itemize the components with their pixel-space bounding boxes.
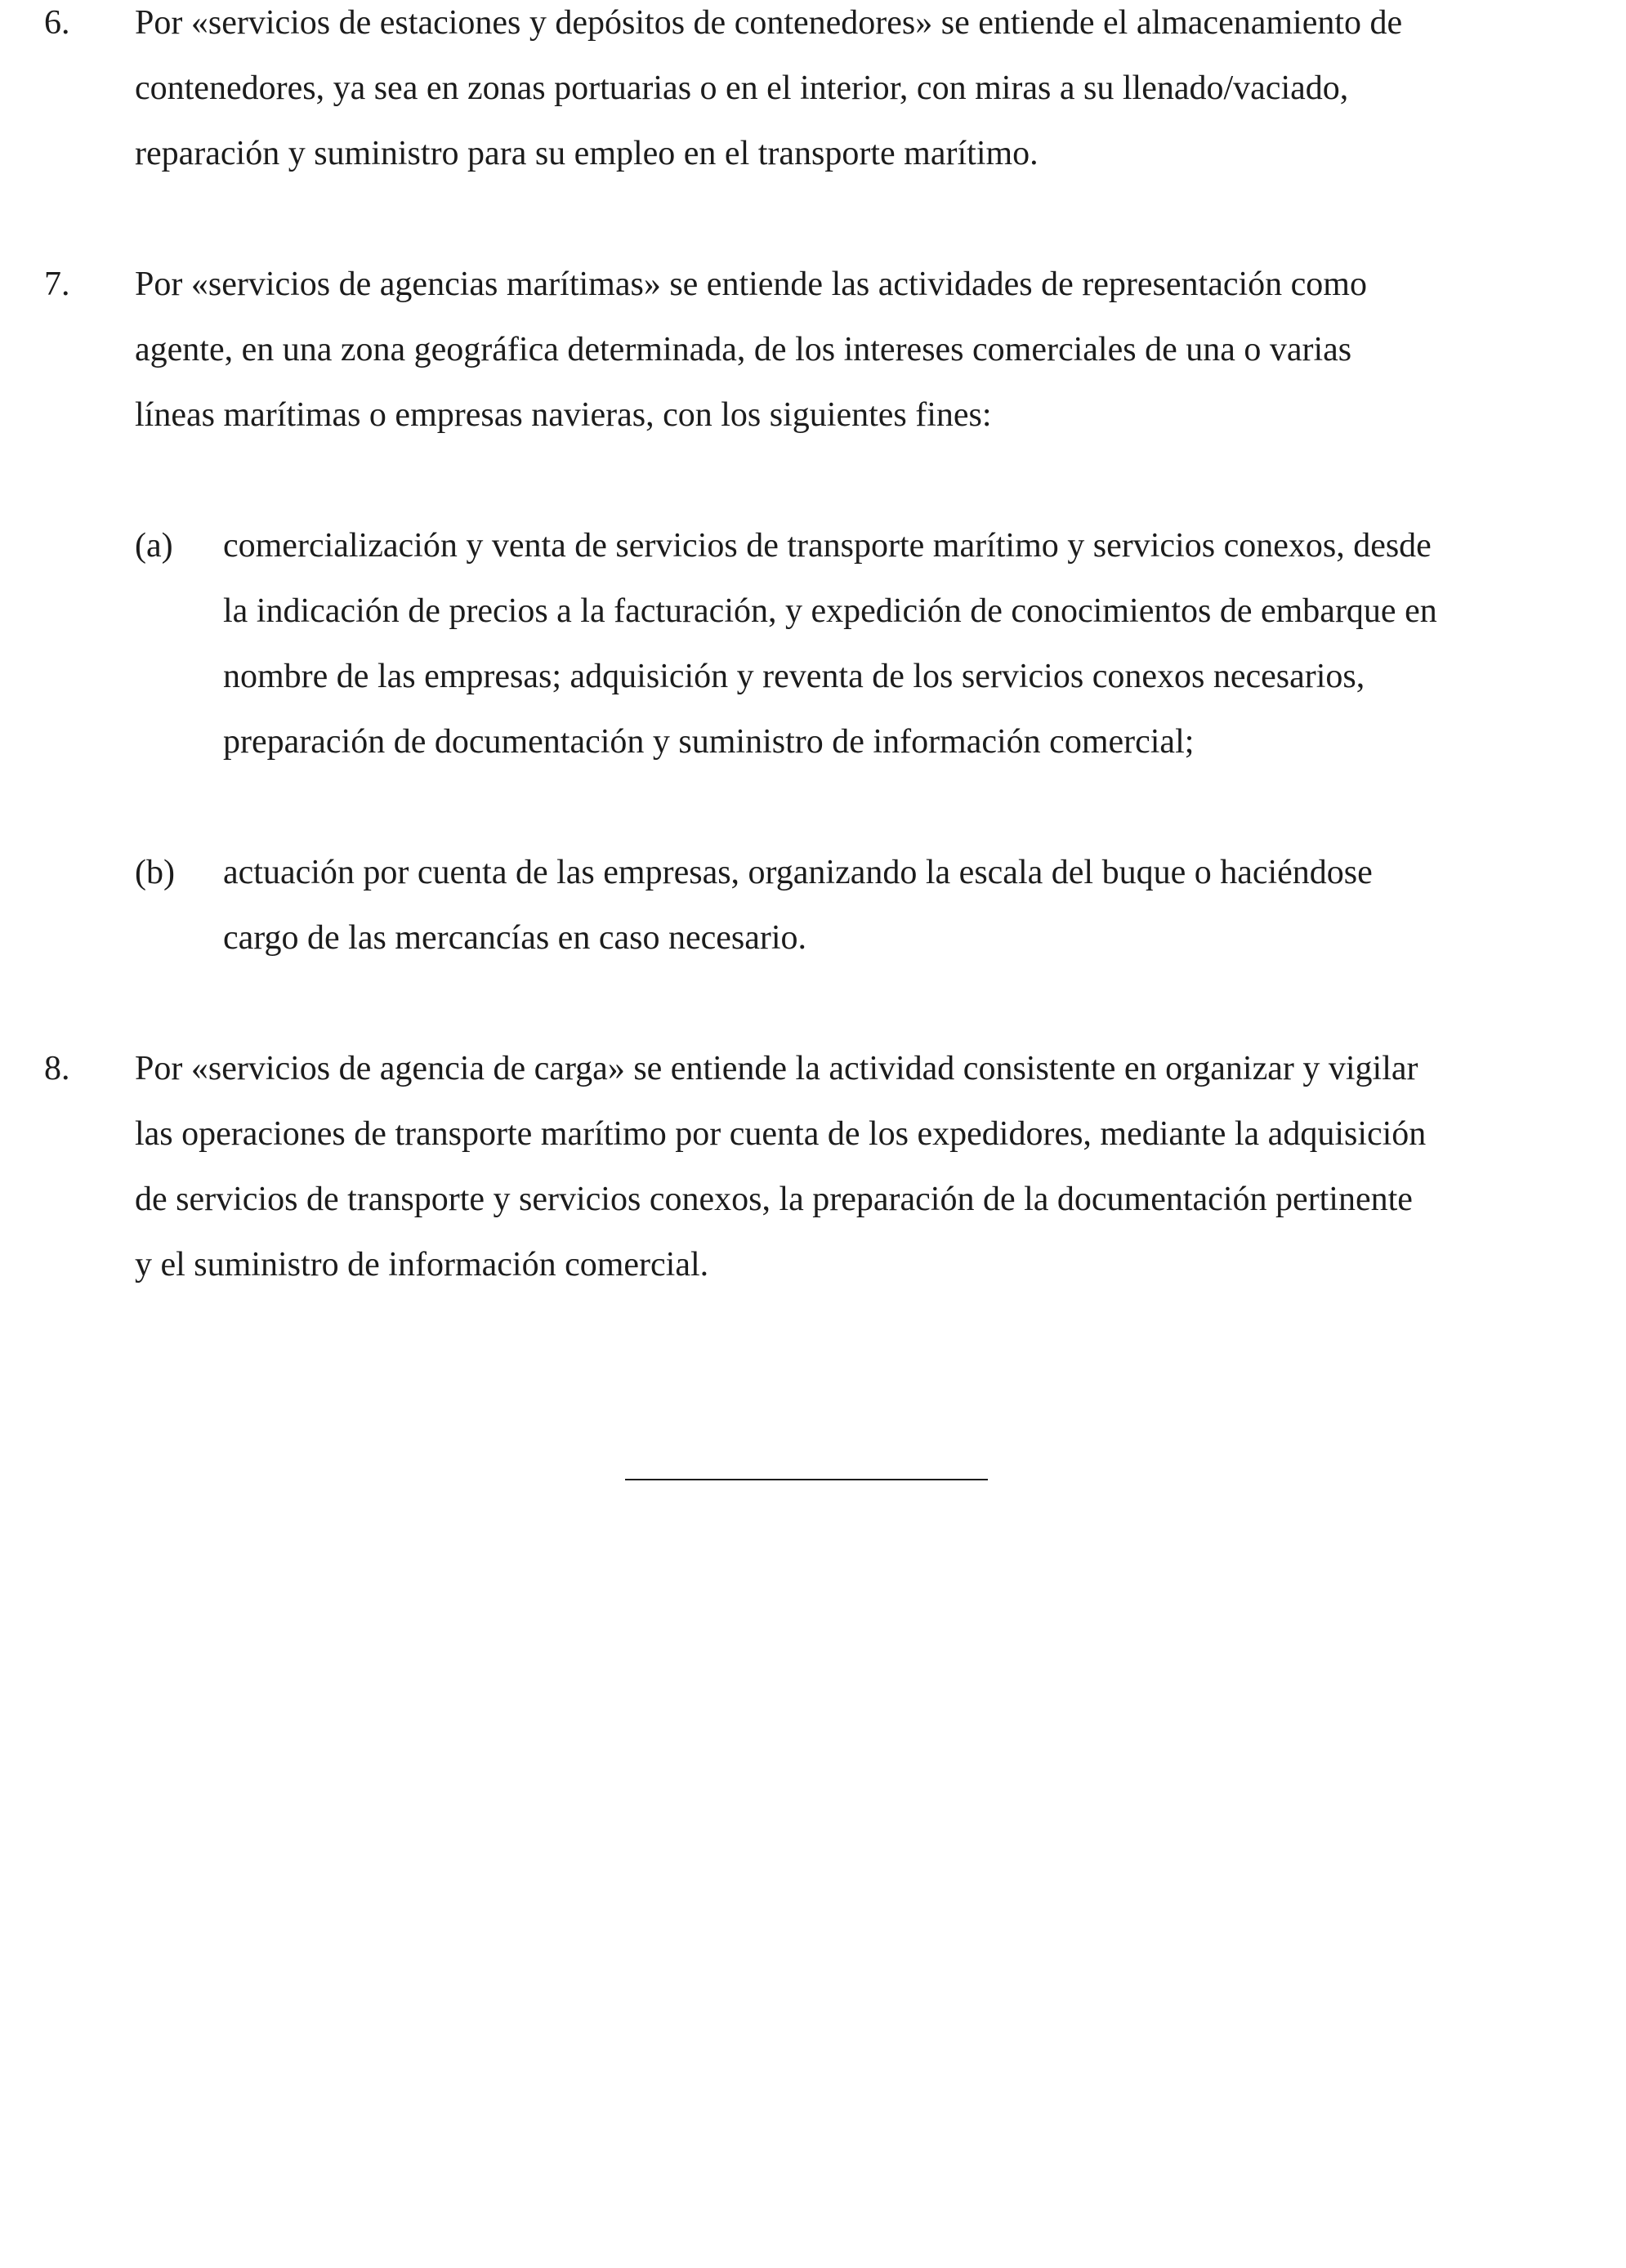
- text-line: comercialización y venta de servicios de transporte marítimo y servicios conexos, desde: [223, 527, 1432, 565]
- item-number: 7.: [44, 266, 70, 303]
- sub-item-label: (a): [135, 527, 173, 565]
- item-text: [135, 1036, 1589, 1297]
- sub-item-label: (b): [135, 854, 175, 891]
- item-number: 6.: [44, 4, 70, 42]
- text-line: preparación de documentación y suministro de información comercial;: [223, 723, 1195, 761]
- text-line: las operaciones de transporte marítimo por cuenta de los expedidores, mediante la adquisición: [135, 1115, 1427, 1153]
- item-text: [135, 252, 1589, 448]
- sub-item-text: [223, 840, 1589, 971]
- text-line: Por «servicios de agencia de carga» se entiende la actividad consistente en organizar y vigilar: [135, 1050, 1418, 1087]
- item-number: 8.: [44, 1050, 70, 1087]
- text-line: Por «servicios de agencias marítimas» se entiende las actividades de representación como: [135, 266, 1367, 303]
- text-line: Por «servicios de estaciones y depósitos de contenedores» se entiende el almacenamiento de: [135, 4, 1403, 42]
- end-of-document-rule: [625, 1479, 988, 1480]
- text-line: cargo de las mercancías en caso necesario.: [223, 919, 807, 957]
- text-line: de servicios de transporte y servicios conexos, la preparación de la documentación pertinente: [135, 1181, 1413, 1218]
- text-line: líneas marítimas o empresas navieras, con los siguientes fines:: [135, 396, 992, 434]
- text-line: nombre de las empresas; adquisición y reventa de los servicios conexos necesarios,: [223, 658, 1365, 695]
- sub-item-text: [223, 513, 1589, 775]
- text-line: contenedores, ya sea en zonas portuarias o en el interior, con miras a su llenado/vaciado,: [135, 69, 1349, 107]
- text-line: reparación y suministro para su empleo en el transporte marítimo.: [135, 135, 1039, 172]
- text-line: la indicación de precios a la facturación, y expedición de conocimientos de embarque en: [223, 592, 1437, 630]
- text-line: y el suministro de información comercial.: [135, 1246, 709, 1284]
- item-text: [135, 0, 1589, 186]
- text-line: agente, en una zona geográfica determinada, de los intereses comerciales de una o varias: [135, 331, 1352, 368]
- text-line: actuación por cuenta de las empresas, organizando la escala del buque o haciéndose: [223, 854, 1373, 891]
